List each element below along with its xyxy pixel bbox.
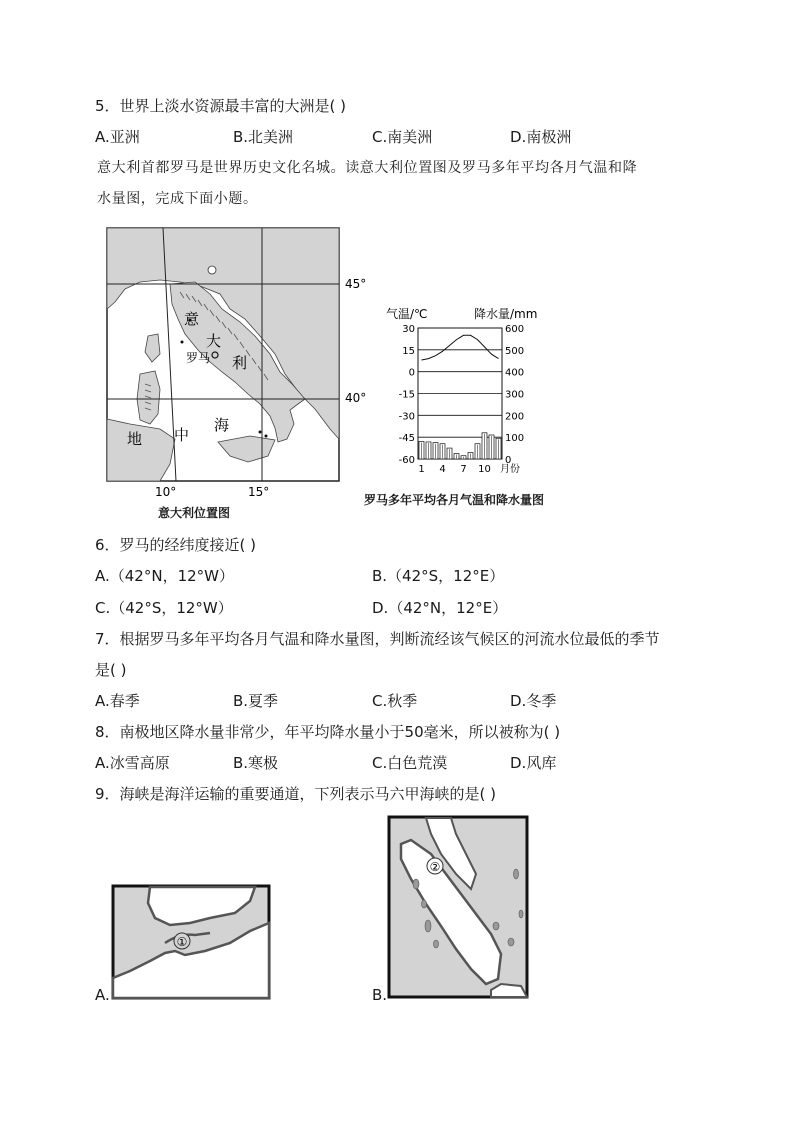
intro-line-1: 意大利首都罗马是世界历史文化名城。读意大利位置图及罗马多年平均各月气温和降	[97, 160, 638, 176]
q8-option-c: C.白色荒漠	[372, 754, 448, 772]
map-label-rome: 罗马	[186, 351, 211, 365]
lat-label-45: 45°	[345, 277, 367, 291]
q9-option-b-letter: B.	[372, 986, 388, 1004]
q7-option-a: A.春季	[95, 692, 140, 710]
x-tick-label: 1	[418, 464, 425, 475]
map-label-da: 大	[206, 332, 222, 350]
left-tick-label: 15	[402, 345, 415, 357]
lon-label-15: 15°	[248, 485, 270, 499]
q5-stem: 5．世界上淡水资源最丰富的大洲是( )	[95, 97, 347, 115]
lon-label-10: 10°	[155, 485, 177, 499]
q6-stem: 6．罗马的经纬度接近( )	[95, 536, 257, 554]
italy-location-map	[100, 224, 380, 504]
q7-option-d: D.冬季	[510, 692, 557, 710]
map-label-yi: 意	[184, 310, 200, 328]
x-tick-label: 4	[439, 464, 446, 475]
q8-option-a: A.冰雪高原	[95, 754, 170, 772]
right-tick-label: 500	[505, 345, 525, 357]
left-tick-label: 30	[402, 324, 415, 335]
q5-option-a: A.亚洲	[95, 128, 140, 146]
q6-option-c: C.（42°S，12°W）	[95, 599, 233, 617]
left-tick-label: 0	[408, 367, 415, 379]
right-tick-label: 100	[505, 433, 525, 445]
q5-option-d: D.南极洲	[510, 128, 572, 146]
temperature-line	[422, 335, 499, 360]
q9-option-a-map	[110, 883, 272, 1001]
q7-option-b: B.夏季	[233, 692, 279, 710]
q6-option-b: B.（42°S，12°E）	[372, 567, 505, 585]
map-label-li: 利	[232, 354, 248, 372]
x-tick-label: 10	[478, 464, 491, 475]
map-label-hai: 海	[214, 416, 230, 434]
q9-stem: 9．海峡是海洋运输的重要通道，下列表示马六甲海峡的是( )	[95, 785, 497, 803]
q9-option-b-map	[386, 814, 530, 1000]
q5-option-c: C.南美洲	[372, 128, 433, 146]
right-tick-label: 200	[505, 411, 525, 423]
chart-caption: 罗马多年平均各月气温和降水量图	[364, 493, 545, 507]
left-tick-label: -60	[398, 455, 415, 466]
right-axis-label: 降水量/mm	[474, 307, 538, 321]
q8-option-b: B.寒极	[233, 754, 279, 772]
intro-line-2: 水量图，完成下面小题。	[97, 191, 258, 207]
strait-marker-2: ②	[429, 860, 441, 874]
q7-stem-line-2: 是( )	[95, 661, 127, 679]
left-tick-label: -30	[398, 411, 415, 423]
map-label-di: 地	[127, 430, 143, 448]
strait-marker-1: ①	[176, 935, 188, 949]
map-label-zhong: 中	[174, 426, 190, 444]
map-caption: 意大利位置图	[158, 506, 231, 520]
q8-stem: 8．南极地区降水量非常少，年平均降水量小于50毫米，所以被称为( )	[95, 723, 561, 741]
q5-option-b: B.北美洲	[233, 128, 294, 146]
rome-climate-chart	[380, 304, 560, 476]
q7-stem-line-1: 7．根据罗马多年平均各月气温和降水量图，判断流经该气候区的河流水位最低的季节	[95, 630, 660, 648]
x-unit-label: 月份	[500, 464, 520, 475]
q6-option-d: D.（42°N，12°E）	[372, 599, 508, 617]
x-tick-label: 7	[460, 464, 467, 475]
left-tick-label: -45	[398, 433, 415, 445]
q6-option-a: A.（42°N，12°W）	[95, 567, 234, 585]
right-tick-label: 600	[505, 324, 525, 335]
right-tick-label: 300	[505, 389, 525, 401]
lat-label-40: 40°	[345, 391, 367, 405]
q7-option-c: C.秋季	[372, 692, 418, 710]
right-tick-label: 400	[505, 367, 525, 379]
left-tick-label: -15	[398, 389, 415, 401]
left-axis-label: 气温/℃	[386, 307, 428, 321]
right-tick-label: 0	[505, 455, 512, 466]
q8-option-d: D.风库	[510, 754, 557, 772]
q9-option-a-letter: A.	[95, 986, 110, 1004]
